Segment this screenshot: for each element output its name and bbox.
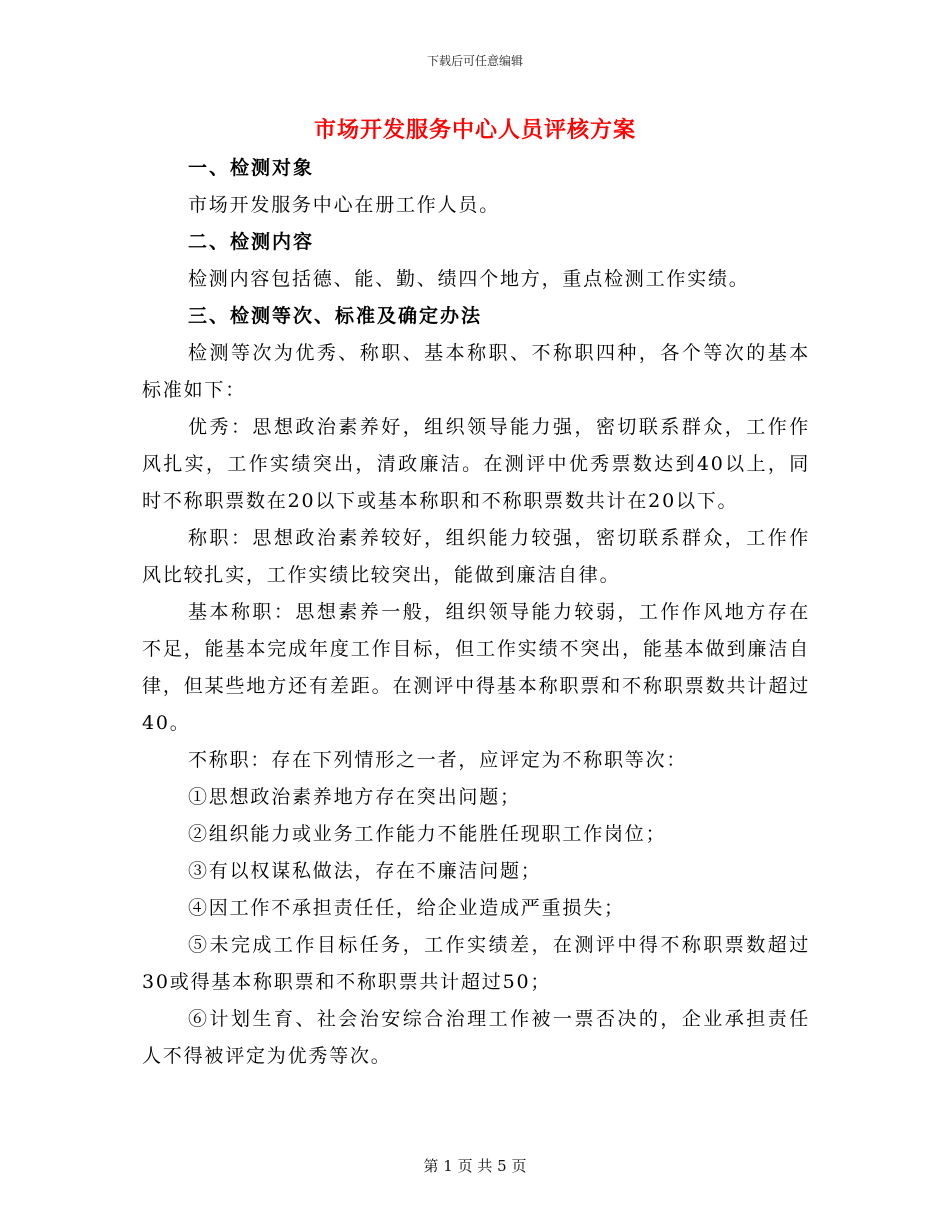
page-number: 第 1 页 共 5 页 [423,1157,527,1175]
body-paragraph-excellent: 优秀：思想政治素养好，组织领导能力强，密切联系群众，工作作风扎实，工作实绩突出，清政廉洁。在测评中优秀票数达到40以上，同时不称职票数在20以下或基本称职和不称职票数共计在20以下。 [142,416,810,512]
body-paragraph-2: 检测内容包括德、能、勤、绩四个地方，重点检测工作实绩。 [188,268,750,290]
body-paragraph-grades-intro: 检测等次为优秀、称职、基本称职、不称职四种，各个等次的基本标准如下： [142,342,810,401]
list-item-3: ③有以权谋私做法，存在不廉洁问题； [188,860,542,882]
document-title: 市场开发服务中心人员评核方案 [313,117,636,143]
body-paragraph-basic-competent: 基本称职：思想素养一般，组织领导能力较弱，工作作风地方存在不足，能基本完成年度工作目标，但工作实绩不突出，能基本做到廉洁自律，但某些地方还有差距。在测评中得基本称职票和不称职票数共计超过40。 [142,601,810,734]
list-item-5: ⑤未完成工作目标任务，工作实绩差，在测评中得不称职票数超过30或得基本称职票和不称职票共计超过50； [142,934,810,993]
body-paragraph-competent: 称职：思想政治素养较好，组织能力较强，密切联系群众，工作作风比较扎实，工作实绩比较突出，能做到廉洁自律。 [142,527,810,586]
list-item-6: ⑥计划生育、社会治安综合治理工作被一票否决的，企业承担责任人不得被评定为优秀等次。 [142,1008,810,1067]
section-heading-1: 一、检测对象 [188,157,315,179]
body-paragraph-incompetent: 不称职：存在下列情形之一者，应评定为不称职等次： [188,749,688,771]
list-item-4: ④因工作不承担责任任，给企业造成严重损失； [188,897,625,919]
list-item-2: ②组织能力或业务工作能力不能胜任现职工作岗位； [188,823,667,845]
list-item-1: ①思想政治素养地方存在突出问题； [188,786,521,808]
body-paragraph-1: 市场开发服务中心在册工作人员。 [188,194,501,216]
section-heading-3: 三、检测等次、标准及确定办法 [188,305,483,327]
document-body [142,150,810,1075]
section-heading-2: 二、检测内容 [188,231,315,253]
page-header-note: 下载后可任意编辑 [426,54,523,68]
